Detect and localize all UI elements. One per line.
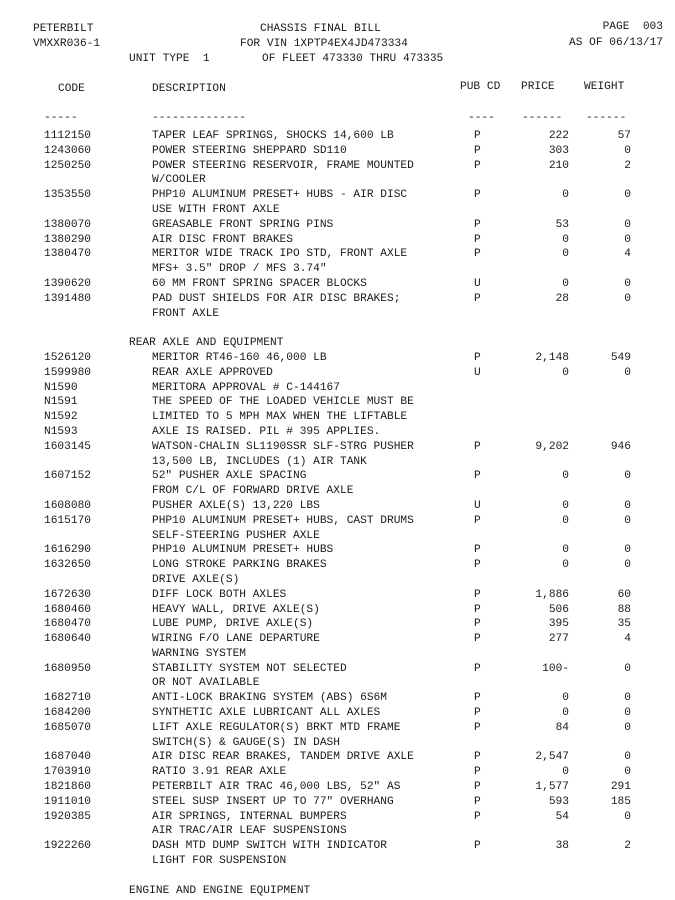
item-price: 506 [548, 603, 569, 616]
item-price: 0 [562, 514, 569, 527]
item-weight: 0 [624, 189, 631, 202]
item-description: DASH MTD DUMP SWITCH WITH INDICATOR [152, 840, 387, 853]
item-price: 395 [548, 618, 569, 631]
item-pub-cd: P [474, 751, 481, 764]
item-price: 1,577 [535, 781, 569, 794]
item-weight: 0 [624, 544, 631, 557]
item-code: N1591 [44, 396, 78, 409]
table-row [0, 129, 675, 144]
table-row [0, 159, 675, 174]
item-weight: 88 [617, 603, 631, 616]
item-description: LUBE PUMP, DRIVE AXLE(S) [152, 618, 314, 631]
divider-code: ----- [44, 112, 78, 124]
item-description: AIR DISC REAR BRAKES, TANDEM DRIVE AXLE [152, 751, 414, 764]
item-description: MFS+ 3.5" DROP / MFS 3.74" [152, 263, 327, 276]
column-header-code: CODE [58, 83, 85, 95]
item-pub-cd: P [474, 840, 481, 853]
item-code: 1672630 [44, 588, 91, 601]
table-row [0, 573, 675, 588]
column-header-description: DESCRIPTION [152, 83, 226, 95]
item-description: WIRING F/O LANE DEPARTURE [152, 633, 320, 646]
item-description: PAD DUST SHIELDS FOR AIR DISC BRAKES; [152, 292, 401, 305]
table-row [0, 780, 675, 795]
item-description: AXLE IS RAISED. PIL # 395 APPLIES. [152, 425, 381, 438]
item-code: 1685070 [44, 721, 91, 734]
item-description: ANTI-LOCK BRAKING SYSTEM (ABS) 6S6M [152, 692, 387, 705]
item-description: LONG STROKE PARKING BRAKES [152, 559, 327, 572]
item-pub-cd: P [474, 514, 481, 527]
table-row [0, 824, 675, 839]
item-description: THE SPEED OF THE LOADED VEHICLE MUST BE [152, 396, 414, 409]
item-code: 1603145 [44, 440, 91, 453]
item-price: 0 [562, 544, 569, 557]
table-row [0, 469, 675, 484]
item-code: 1680640 [44, 633, 91, 646]
item-code: 1680460 [44, 603, 91, 616]
item-price: 0 [562, 499, 569, 512]
item-code: 1390620 [44, 277, 91, 290]
item-description: USE WITH FRONT AXLE [152, 203, 280, 216]
item-code: 1353550 [44, 189, 91, 202]
item-description: AIR DISC FRONT BRAKES [152, 233, 293, 246]
table-row [0, 514, 675, 529]
item-price: 2,148 [535, 351, 569, 364]
blank-row [0, 321, 675, 336]
table-row [0, 203, 675, 218]
table-row [0, 218, 675, 233]
item-code: 1526120 [44, 351, 91, 364]
item-price: 1,886 [535, 588, 569, 601]
column-header-price: PRICE [521, 81, 555, 93]
table-row [0, 839, 675, 854]
item-weight: 0 [624, 499, 631, 512]
item-description: POWER STEERING RESERVOIR, FRAME MOUNTED [152, 159, 414, 172]
column-header-pub-cd: PUB CD [460, 81, 501, 93]
table-row [0, 144, 675, 159]
item-pub-cd: P [474, 248, 481, 261]
item-code: 1112150 [44, 130, 91, 142]
item-code: 1599980 [44, 366, 91, 379]
item-description: MERITOR WIDE TRACK IPO STD, FRONT AXLE [152, 248, 408, 261]
item-code: 1920385 [44, 810, 91, 823]
table-row [0, 795, 675, 810]
item-weight: 2 [624, 840, 631, 853]
item-pub-cd: U [474, 277, 481, 290]
item-description: PHP10 ALUMINUM PRESET+ HUBS, CAST DRUMS [152, 514, 414, 527]
item-weight: 57 [617, 130, 631, 142]
item-pub-cd: P [474, 130, 481, 142]
item-description: WATSON-CHALIN SL1190SSR SLF-STRG PUSHER [152, 440, 414, 453]
item-weight: 4 [624, 248, 631, 261]
item-price: 28 [555, 292, 569, 305]
item-code: 1687040 [44, 751, 91, 764]
item-code: 1682710 [44, 692, 91, 705]
item-weight: 0 [624, 662, 631, 675]
item-code: 1680470 [44, 618, 91, 631]
column-header-weight: WEIGHT [584, 81, 625, 93]
table-row [0, 632, 675, 647]
table-row [0, 233, 675, 248]
item-code: 1703910 [44, 766, 91, 779]
item-pub-cd: P [474, 707, 481, 720]
unit-type: UNIT TYPE 1 [129, 53, 210, 65]
item-code: 1680950 [44, 662, 91, 675]
item-description: PHP10 ALUMINUM PRESET+ HUBS [152, 544, 334, 557]
item-price: 54 [555, 810, 569, 823]
item-pub-cd: P [474, 351, 481, 364]
item-description: PUSHER AXLE(S) 13,220 LBS [152, 499, 320, 512]
divider-price: ------ [522, 112, 563, 124]
table-row [0, 662, 675, 677]
item-code: 1391480 [44, 292, 91, 305]
item-code: 1243060 [44, 144, 91, 157]
item-description: W/COOLER [152, 174, 206, 187]
item-description: HEAVY WALL, DRIVE AXLE(S) [152, 603, 320, 616]
item-description: DRIVE AXLE(S) [152, 573, 240, 586]
item-price: 84 [555, 721, 569, 734]
item-code: 1380070 [44, 218, 91, 231]
item-pub-cd: P [474, 618, 481, 631]
item-pub-cd: P [474, 470, 481, 483]
page-number: PAGE 003 [602, 21, 663, 33]
item-description: LIMITED TO 5 MPH MAX WHEN THE LIFTABLE [152, 411, 408, 424]
item-description: REAR AXLE APPROVED [152, 366, 273, 379]
item-description: SWITCH(S) & GAUGE(S) IN DASH [152, 736, 340, 749]
item-description: LIGHT FOR SUSPENSION [152, 855, 287, 868]
table-row [0, 588, 675, 603]
item-pub-cd: P [474, 721, 481, 734]
item-price: 100- [542, 662, 569, 675]
table-row [0, 292, 675, 307]
item-code: 1380290 [44, 233, 91, 246]
table-row [0, 173, 675, 188]
item-price: 0 [562, 692, 569, 705]
item-price: 0 [562, 366, 569, 379]
item-weight: 0 [624, 707, 631, 720]
item-price: 0 [562, 470, 569, 483]
table-row [0, 676, 675, 691]
item-pub-cd: P [474, 189, 481, 202]
item-weight: 0 [624, 144, 631, 157]
item-description: TAPER LEAF SPRINGS, SHOCKS 14,600 LB [152, 130, 394, 142]
item-code: 1380470 [44, 248, 91, 261]
item-weight: 291 [610, 781, 631, 794]
item-description: AIR SPRINGS, INTERNAL BUMPERS [152, 810, 347, 823]
item-code: 1607152 [44, 470, 91, 483]
item-description: DIFF LOCK BOTH AXLES [152, 588, 287, 601]
item-pub-cd: P [474, 588, 481, 601]
item-code: N1590 [44, 381, 78, 394]
item-description: FRONT AXLE [152, 307, 220, 320]
table-row [0, 277, 675, 292]
item-pub-cd: U [474, 366, 481, 379]
table-row [0, 484, 675, 499]
item-code: 1616290 [44, 544, 91, 557]
item-pub-cd: P [474, 781, 481, 794]
fleet-range: OF FLEET 473330 THRU 473335 [262, 53, 444, 65]
table-row [0, 262, 675, 277]
table-row [0, 736, 675, 751]
line-items [0, 129, 675, 898]
item-code: N1593 [44, 425, 78, 438]
item-weight: 0 [624, 514, 631, 527]
item-weight: 0 [624, 366, 631, 379]
item-code: 1684200 [44, 707, 91, 720]
item-pub-cd: P [474, 440, 481, 453]
table-row [0, 750, 675, 765]
table-row [0, 810, 675, 825]
item-code: 1821860 [44, 781, 91, 794]
item-description: POWER STEERING SHEPPARD SD110 [152, 144, 347, 157]
item-price: 0 [562, 277, 569, 290]
item-weight: 0 [624, 692, 631, 705]
item-weight: 0 [624, 292, 631, 305]
section-heading: REAR AXLE AND EQUIPMENT [129, 337, 284, 350]
item-code: 1608080 [44, 499, 91, 512]
item-weight: 0 [624, 277, 631, 290]
item-pub-cd: P [474, 233, 481, 246]
item-description: PHP10 ALUMINUM PRESET+ HUBS - AIR DISC [152, 189, 408, 202]
divider-weight: ------ [586, 112, 627, 124]
table-row [0, 381, 675, 396]
table-row [0, 617, 675, 632]
item-weight: 946 [610, 440, 631, 453]
item-price: 9,202 [535, 440, 569, 453]
table-row [0, 440, 675, 455]
section-heading-row [0, 884, 675, 899]
item-pub-cd: P [474, 662, 481, 675]
table-row [0, 499, 675, 514]
item-description: MERITOR RT46-160 46,000 LB [152, 351, 327, 364]
item-pub-cd: P [474, 633, 481, 646]
table-row [0, 410, 675, 425]
item-description: RATIO 3.91 REAR AXLE [152, 766, 287, 779]
item-weight: 549 [610, 351, 631, 364]
table-row [0, 854, 675, 869]
item-weight: 0 [624, 721, 631, 734]
item-price: 38 [555, 840, 569, 853]
item-price: 303 [548, 144, 569, 157]
item-description: OR NOT AVAILABLE [152, 677, 260, 690]
item-code: 1250250 [44, 159, 91, 172]
table-row [0, 395, 675, 410]
item-description: STEEL SUSP INSERT UP TO 77" OVERHANG [152, 795, 394, 808]
document-title: CHASSIS FINAL BILL [260, 23, 381, 35]
divider-description: -------------- [152, 112, 246, 124]
item-description: GREASABLE FRONT SPRING PINS [152, 218, 334, 231]
item-pub-cd: P [474, 218, 481, 231]
item-description: SELF-STEERING PUSHER AXLE [152, 529, 320, 542]
item-weight: 0 [624, 218, 631, 231]
blank-row [0, 869, 675, 884]
item-description: LIFT AXLE REGULATOR(S) BRKT MTD FRAME [152, 721, 401, 734]
item-description: AIR TRAC/AIR LEAF SUSPENSIONS [152, 825, 347, 838]
table-row [0, 706, 675, 721]
item-price: 0 [562, 559, 569, 572]
item-pub-cd: P [474, 144, 481, 157]
item-weight: 4 [624, 633, 631, 646]
item-price: 0 [562, 707, 569, 720]
section-heading: ENGINE AND ENGINE EQUIPMENT [129, 884, 311, 897]
table-row [0, 188, 675, 203]
item-code: N1592 [44, 411, 78, 424]
item-price: 0 [562, 248, 569, 261]
table-row [0, 765, 675, 780]
item-price: 210 [548, 159, 569, 172]
item-description: 13,500 LB, INCLUDES (1) AIR TANK [152, 455, 367, 468]
item-code: 1615170 [44, 514, 91, 527]
table-row [0, 366, 675, 381]
item-price: 222 [548, 130, 569, 142]
item-weight: 60 [617, 588, 631, 601]
table-row [0, 721, 675, 736]
table-row [0, 529, 675, 544]
item-pub-cd: P [474, 795, 481, 808]
item-weight: 0 [624, 751, 631, 764]
item-description: STABILITY SYSTEM NOT SELECTED [152, 662, 347, 675]
item-code: 1911010 [44, 795, 91, 808]
company-name: PETERBILT [33, 23, 94, 35]
as-of-date: AS OF 06/13/17 [569, 37, 663, 49]
item-price: 2,547 [535, 751, 569, 764]
item-description: SYNTHETIC AXLE LUBRICANT ALL AXLES [152, 707, 381, 720]
item-weight: 0 [624, 810, 631, 823]
item-pub-cd: U [474, 499, 481, 512]
table-row [0, 455, 675, 470]
item-code: 1632650 [44, 559, 91, 572]
item-code: 1922260 [44, 840, 91, 853]
item-weight: 185 [610, 795, 631, 808]
item-weight: 35 [617, 618, 631, 631]
item-weight: 0 [624, 470, 631, 483]
item-weight: 0 [624, 233, 631, 246]
item-pub-cd: P [474, 692, 481, 705]
table-row [0, 425, 675, 440]
section-heading-row [0, 336, 675, 351]
item-price: 0 [562, 233, 569, 246]
item-description: PETERBILT AIR TRAC 46,000 LBS, 52" AS [152, 781, 401, 794]
table-row [0, 647, 675, 662]
table-row [0, 691, 675, 706]
item-pub-cd: P [474, 766, 481, 779]
item-description: 52" PUSHER AXLE SPACING [152, 470, 307, 483]
item-description: MERITORA APPROVAL # C-144167 [152, 381, 340, 394]
item-pub-cd: P [474, 292, 481, 305]
item-pub-cd: P [474, 603, 481, 616]
item-description: 60 MM FRONT SPRING SPACER BLOCKS [152, 277, 367, 290]
item-price: 277 [548, 633, 569, 646]
item-weight: 0 [624, 766, 631, 779]
item-price: 0 [562, 766, 569, 779]
item-description: WARNING SYSTEM [152, 647, 246, 660]
table-row [0, 558, 675, 573]
item-pub-cd: P [474, 810, 481, 823]
item-pub-cd: P [474, 544, 481, 557]
item-weight: 0 [624, 559, 631, 572]
item-price: 593 [548, 795, 569, 808]
item-pub-cd: P [474, 559, 481, 572]
item-pub-cd: P [474, 159, 481, 172]
report-id: VMXXR036-1 [33, 38, 101, 50]
item-price: 53 [555, 218, 569, 231]
item-price: 0 [562, 189, 569, 202]
divider-pub-cd: ---- [468, 112, 495, 124]
item-description: FROM C/L OF FORWARD DRIVE AXLE [152, 485, 354, 498]
table-row [0, 603, 675, 618]
vin-line: FOR VIN 1XPTP4EX4JD473334 [240, 38, 408, 50]
table-row [0, 543, 675, 558]
table-row [0, 247, 675, 262]
item-weight: 2 [624, 159, 631, 172]
table-row [0, 307, 675, 322]
table-row [0, 351, 675, 366]
